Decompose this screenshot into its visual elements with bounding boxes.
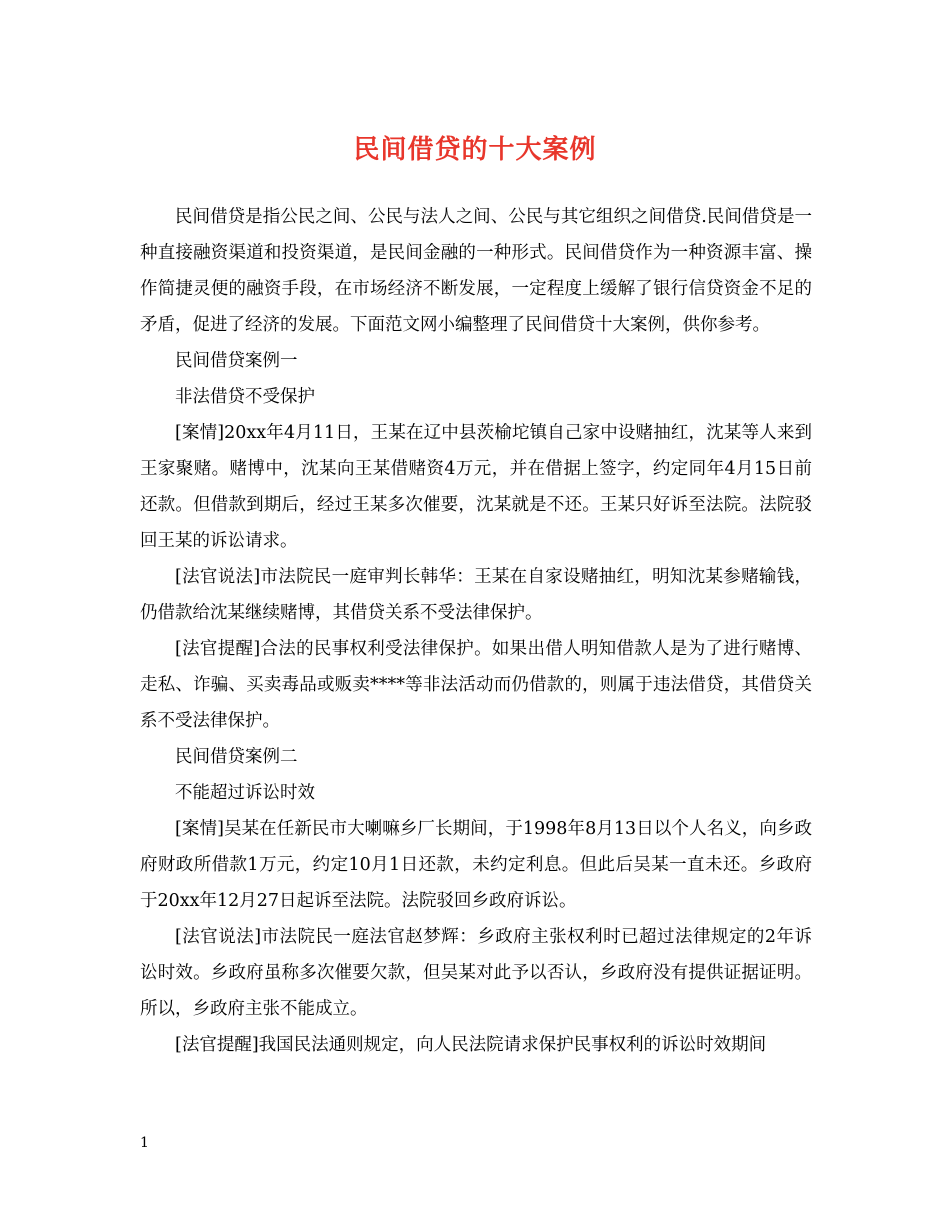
case-heading-1: 民间借贷案例一 xyxy=(175,351,298,371)
case-subtitle-2: 不能超过诉讼时效 xyxy=(175,783,315,803)
document-body xyxy=(140,199,812,1063)
case-subtitle-1: 非法借贷不受保护 xyxy=(175,387,315,407)
page-number: 1 xyxy=(140,1135,149,1151)
paragraph-intro: 民间借贷是指公民之间、公民与法人之间、公民与其它组织之间借贷.民间借贷是一种直接融资渠道和投资渠道，是民间金融的一种形式。民间借贷作为一种资源丰富、操作简捷灵便的融资手段，在市场经济不断发展，一定程度上缓解了银行信贷资金不足的矛盾，促进了经济的发展。下面范文网小编整理了民间借贷十大案例，供你参考。 xyxy=(140,207,812,335)
case-2-judge-opinion: [法官说法]市法院民一庭法官赵梦辉：乡政府主张权利时已超过法律规定的2年诉讼时效。乡政府虽称多次催要欠款，但吴某对此予以否认，乡政府没有提供证据证明。所以，乡政府主张不能成立。 xyxy=(140,927,812,1019)
case-1-judge-reminder: [法官提醒]合法的民事权利受法律保护。如果出借人明知借款人是为了进行赌博、走私、诈骗、买卖毒品或贩卖****等非法活动而仍借款的，则属于违法借贷，其借贷关系不受法律保护。 xyxy=(140,639,812,731)
case-1-judge-opinion: [法官说法]市法院民一庭审判长韩华：王某在自家设赌抽红，明知沈某参赌输钱，仍借款给沈某继续赌博，其借贷关系不受法律保护。 xyxy=(140,567,812,623)
case-1-facts: [案情]20xx年4月11日，王某在辽中县茨榆坨镇自己家中设赌抽红，沈某等人来到王家聚赌。赌博中，沈某向王某借赌资4万元，并在借据上签字，约定同年4月15日前还款。但借款到期后，经过王某多次催要，沈某就是不还。王某只好诉至法院。法院驳回王某的诉讼请求。 xyxy=(140,423,812,551)
case-2-judge-reminder: [法官提醒]我国民法通则规定，向人民法院请求保护民事权利的诉讼时效期间 xyxy=(175,1035,767,1055)
case-heading-2: 民间借贷案例二 xyxy=(175,747,298,767)
document-title: 民间借贷的十大案例 xyxy=(353,135,597,165)
case-2-facts: [案情]吴某在任新民市大喇嘛乡厂长期间，于1998年8月13日以个人名义，向乡政府财政所借款1万元，约定10月1日还款，未约定利息。但此后吴某一直未还。乡政府于20xx年12月27日起诉至法院。法院驳回乡政府诉讼。 xyxy=(140,819,812,911)
